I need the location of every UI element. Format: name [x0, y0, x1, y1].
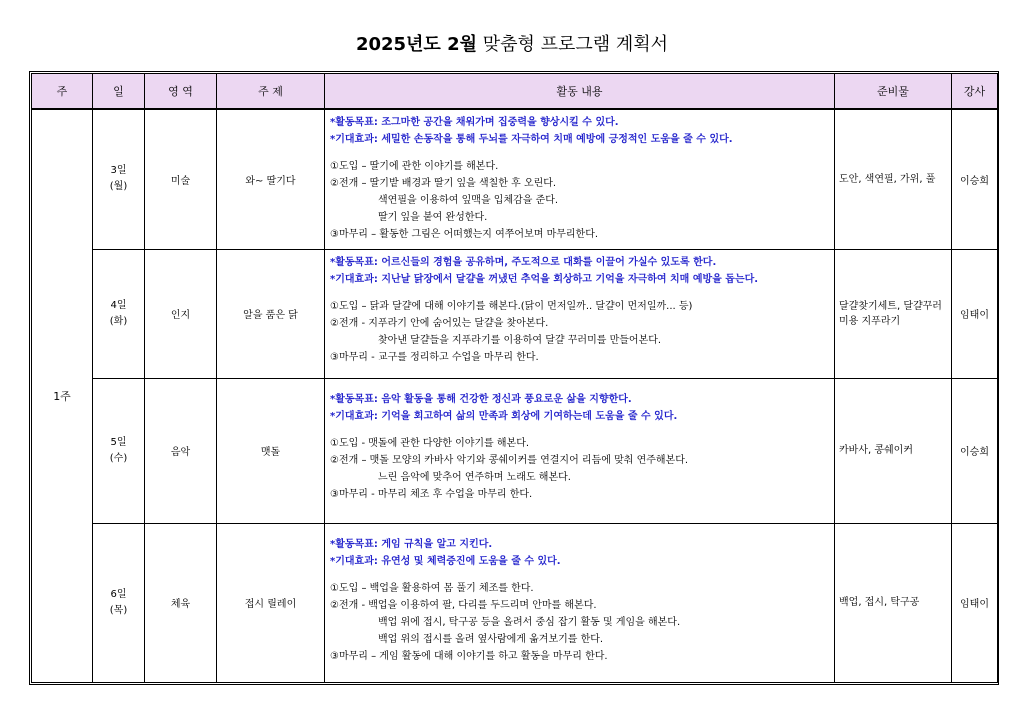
day-date: 3일: [110, 165, 127, 177]
day-date: 4일: [110, 299, 127, 311]
title-year-month: 2025년도 2월: [355, 34, 477, 55]
page-title: [0, 34, 1024, 56]
activity-substep: 찾아낸 달걀들을 지푸라기를 이용하여 달걀 꾸러미를 만들어본다.: [378, 334, 662, 346]
day-dow: (목): [109, 604, 128, 616]
activity-step: ②전개 – 딸기밭 배경과 딸기 잎을 색칠한 후 오린다.: [330, 178, 557, 189]
header-week: 주: [32, 74, 93, 110]
topic-cell: 맷돌: [217, 378, 325, 523]
prep-cell: 카바사, 콩쉐이커: [835, 378, 952, 523]
header-area: 영 역: [145, 74, 217, 110]
area-cell: 체육: [145, 523, 217, 683]
day-cell: [93, 523, 145, 683]
activity-end: ③마무리 - 교구를 정리하고 수업을 마무리 한다.: [330, 351, 539, 363]
prep-cell: 도안, 색연필, 가위, 풀: [835, 109, 952, 249]
title-rest: 맞춤형 프로그램 계획서: [477, 34, 669, 55]
plan-table-frame: [29, 71, 999, 685]
day-cell: [93, 378, 145, 523]
activity-effect: *기대효과: 지난날 닭장에서 달걀을 꺼냈던 추억을 회상하고 기억을 자극하여 치매 예방을 돕는다.: [330, 273, 759, 285]
activity-goal: *활동목표: 게임 규칙을 알고 지킨다.: [330, 538, 493, 550]
activity-substep: 백업 위의 접시를 올려 옆사람에게 옮겨보기를 한다.: [378, 633, 604, 645]
prep-cell: 달걀찾기세트, 달걀꾸러미용 지푸라기: [835, 249, 952, 378]
day-cell: [93, 109, 145, 249]
activity-step: ①도입 – 딸기에 관한 이야기를 해본다.: [330, 161, 499, 172]
topic-cell: 와~ 딸기다: [217, 109, 325, 249]
activity-step: ①도입 – 백업을 활용하여 몸 풀기 체조를 한다.: [330, 582, 534, 594]
activity-substep: 색연필을 이용하여 잎맥을 입체감을 준다.: [378, 195, 559, 206]
topic-cell: 알을 품은 닭: [217, 249, 325, 378]
activity-effect: *기대효과: 세밀한 손동작을 통해 두뇌를 자극하여 치매 예방에 긍정적인 도움을 줄 수 있다.: [330, 134, 733, 145]
header-teacher: 강사: [952, 74, 998, 110]
activity-step: ②전개 - 지푸라기 안에 숨어있는 달걀을 찾아본다.: [330, 317, 549, 329]
activity-cell: [325, 249, 835, 378]
day-dow: (화): [109, 315, 128, 327]
area-cell: 미술: [145, 109, 217, 249]
activity-end: ③마무리 – 활동한 그림은 어떠했는지 여쭈어보며 마무리한다.: [330, 229, 599, 240]
teacher-cell: 이승희: [952, 378, 998, 523]
day-dow: (월): [109, 181, 128, 193]
activity-goal: *활동목표: 어르신들의 경험을 공유하며, 주도적으로 대화를 이끌어 가실수 있도록 한다.: [330, 256, 717, 268]
header-activity: 활동 내용: [325, 74, 835, 110]
teacher-cell: 이승희: [952, 109, 998, 249]
activity-cell: [325, 378, 835, 523]
topic-cell: 접시 릴레이: [217, 523, 325, 683]
table-row: [32, 523, 998, 683]
activity-goal: *활동목표: 조그마한 공간을 채워가며 집중력을 향상시킬 수 있다.: [330, 117, 619, 128]
teacher-cell: 임태이: [952, 523, 998, 683]
day-dow: (수): [109, 452, 128, 464]
activity-substep: 딸기 잎을 붙여 완성한다.: [378, 212, 488, 223]
header-row: [32, 74, 998, 110]
activity-goal: *활동목표: 음악 활동을 통해 건강한 정신과 풍요로운 삶을 지향한다.: [330, 393, 632, 405]
day-date: 5일: [110, 436, 127, 448]
week-cell: 1주: [32, 109, 93, 683]
activity-substep: 느린 음악에 맞추어 연주하며 노래도 해본다.: [378, 471, 571, 483]
activity-effect: *기대효과: 기억을 회고하여 삶의 만족과 회상에 기여하는데 도움을 줄 수 있다.: [330, 410, 678, 422]
activity-step: ①도입 – 닭과 달걀에 대해 이야기를 해본다.(닭이 먼저일까.. 달걀이 먼저일까... 등): [330, 300, 693, 312]
prep-cell: 백업, 접시, 탁구공: [835, 523, 952, 683]
area-cell: 인지: [145, 249, 217, 378]
activity-substep: 백업 위에 접시, 탁구공 등을 올려서 중심 잡기 활동 및 게임을 해본다.: [378, 616, 681, 628]
area-cell: 음악: [145, 378, 217, 523]
table-row: [32, 378, 998, 523]
teacher-cell: 임태이: [952, 249, 998, 378]
activity-cell: [325, 523, 835, 683]
header-day: 일: [93, 74, 145, 110]
activity-step: ②전개 – 맷돌 모양의 카바사 악기와 콩쉐이커를 연결지어 리듬에 맞춰 연주해본다.: [330, 454, 689, 466]
plan-table: [31, 73, 998, 683]
day-date: 6일: [110, 588, 127, 600]
activity-step: ②전개 - 백업을 이용하여 팔, 다리를 두드리며 안마를 해본다.: [330, 599, 597, 611]
activity-end: ③마무리 – 게임 활동에 대해 이야기를 하고 활동을 마무리 한다.: [330, 650, 608, 662]
day-cell: [93, 249, 145, 378]
activity-effect: *기대효과: 유연성 및 체력증진에 도움을 줄 수 있다.: [330, 555, 561, 567]
table-row: [32, 109, 998, 249]
activity-step: ①도입 - 맷돌에 관한 다양한 이야기를 해본다.: [330, 437, 530, 449]
activity-cell: [325, 109, 835, 249]
activity-end: ③마무리 - 마무리 체조 후 수업을 마무리 한다.: [330, 488, 533, 500]
table-row: [32, 249, 998, 378]
header-topic: 주 제: [217, 74, 325, 110]
header-prep: 준비물: [835, 74, 952, 110]
